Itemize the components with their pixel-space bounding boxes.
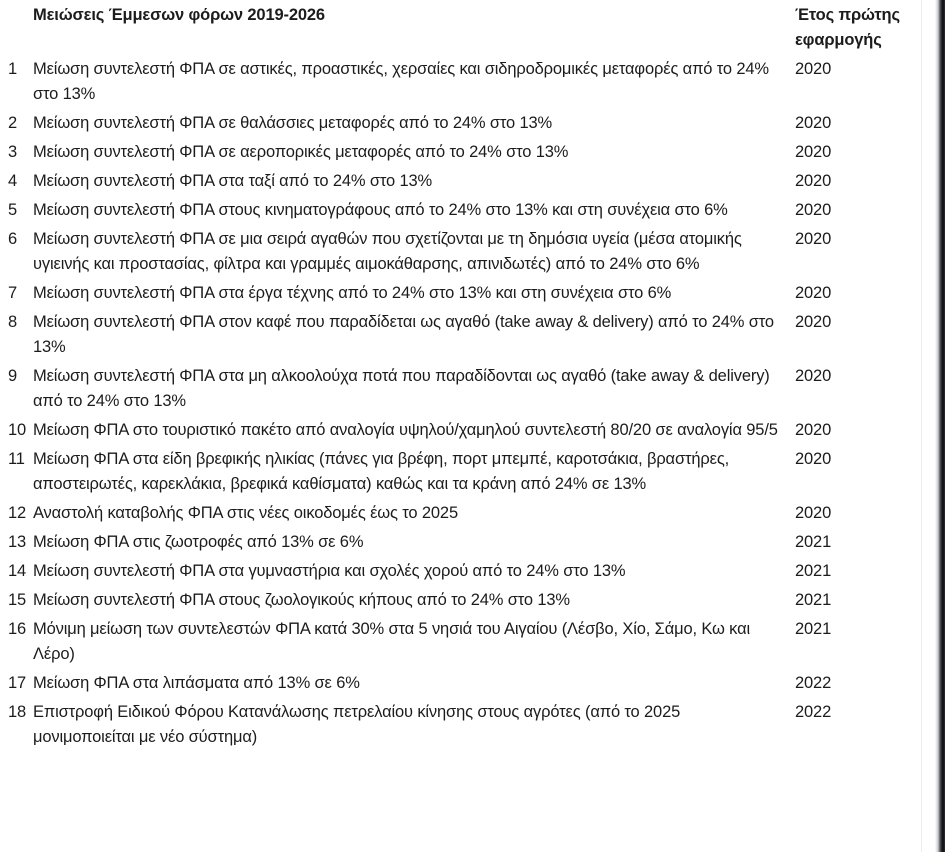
table-row <box>5 501 905 530</box>
row-year: 2020 <box>795 60 832 78</box>
row-description: Μείωση συντελεστή ΦΠΑ στα έργα τέχνης από το 24% στο 13% και στη συνέχεια στο 6% <box>33 284 672 302</box>
row-description: Μείωση συντελεστή ΦΠΑ στους κινηματογράφους από το 24% στο 13% και στη συνέχεια στο 6% <box>33 201 728 219</box>
table-row <box>5 447 905 501</box>
row-number: 5 <box>8 201 18 219</box>
row-year: 2020 <box>795 143 832 161</box>
table-header-row <box>5 0 905 57</box>
table-row <box>5 111 905 140</box>
row-description: Μείωση ΦΠΑ στα λιπάσματα από 13% σε 6% <box>33 674 360 692</box>
row-year: 2021 <box>795 620 832 638</box>
row-year: 2020 <box>795 450 832 468</box>
row-description: Μείωση ΦΠΑ στο τουριστικό πακέτο από αναλογία υψηλού/χαμηλού συντελεστή 80/20 σε αναλογία 95/5 <box>33 421 778 439</box>
table-row <box>5 700 905 754</box>
row-number: 18 <box>8 703 27 721</box>
row-year: 2020 <box>795 114 832 132</box>
row-year: 2020 <box>795 421 832 439</box>
table-row <box>5 530 905 559</box>
table-row <box>5 617 905 671</box>
row-number: 8 <box>8 313 18 331</box>
row-description: Μείωση συντελεστή ΦΠΑ στους ζωολογικούς κήπους από το 24% στο 13% <box>33 591 570 609</box>
row-year: 2021 <box>795 533 832 551</box>
row-description: Μείωση συντελεστή ΦΠΑ στα μη αλκοολούχα ποτά που παραδίδονται ως αγαθό (take away & delivery) από το 24% στο 13% <box>33 367 770 410</box>
row-description: Μείωση συντελεστή ΦΠΑ σε αστικές, προαστικές, χερσαίες και σιδηροδρομικές μεταφορές από το 24% στο 13% <box>33 60 769 103</box>
row-number: 3 <box>8 143 18 161</box>
row-year: 2020 <box>795 284 832 302</box>
row-description: Αναστολή καταβολής ΦΠΑ στις νέες οικοδομές έως το 2025 <box>33 504 458 522</box>
row-number: 16 <box>8 620 27 638</box>
table-row <box>5 588 905 617</box>
row-number: 11 <box>8 450 25 468</box>
row-number: 1 <box>8 60 18 78</box>
row-description: Μόνιμη μείωση των συντελεστών ΦΠΑ κατά 30% στα 5 νησιά του Αιγαίου (Λέσβο, Χίο, Σάμο, Κω και Λέρο) <box>33 620 750 663</box>
row-description: Μείωση ΦΠΑ στα είδη βρεφικής ηλικίας (πάνες για βρέφη, πορτ μπεμπέ, καροτσάκια, βραστήρες, αποστειρωτές, καρεκλάκια, βρεφικά καθίσματα) καθώς και τα κράνη από 24% σε 13% <box>33 450 730 493</box>
row-number: 15 <box>8 591 27 609</box>
row-description: Επιστροφή Ειδικού Φόρου Κατανάλωσης πετρελαίου κίνησης στους αγρότες (από το 2025 μονιμοποιείται με νέο σύστημα) <box>33 703 681 746</box>
row-number: 10 <box>8 421 27 439</box>
row-description: Μείωση συντελεστή ΦΠΑ σε αεροπορικές μεταφορές από το 24% στο 13% <box>33 143 569 161</box>
row-number: 7 <box>8 284 18 302</box>
row-description: Μείωση συντελεστή ΦΠΑ σε θαλάσσιες μεταφορές από το 24% στο 13% <box>33 114 553 132</box>
table-row <box>5 310 905 364</box>
row-number: 9 <box>8 367 18 385</box>
table-title: Μειώσεις Έμμεσων φόρων 2019-2026 <box>33 6 325 24</box>
row-description: Μείωση συντελεστή ΦΠΑ στα γυμναστήρια και σχολές χορού από το 24% στο 13% <box>33 562 626 580</box>
row-year: 2021 <box>795 562 832 580</box>
row-number: 2 <box>8 114 18 132</box>
row-year: 2022 <box>795 703 832 721</box>
row-year: 2021 <box>795 591 832 609</box>
row-description: Μείωση συντελεστή ΦΠΑ στον καφέ που παραδίδεται ως αγαθό (take away & delivery) από το 24% στο 13% <box>33 313 774 356</box>
table-row <box>5 671 905 700</box>
table-row <box>5 198 905 227</box>
table-row <box>5 169 905 198</box>
row-number: 17 <box>8 674 27 692</box>
table-row <box>5 364 905 418</box>
table-row <box>5 140 905 169</box>
row-year: 2020 <box>795 230 832 248</box>
row-description: Μείωση συντελεστή ΦΠΑ στα ταξί από το 24% στο 13% <box>33 172 433 190</box>
row-year: 2022 <box>795 674 832 692</box>
row-year: 2020 <box>795 172 832 190</box>
row-description: Μείωση ΦΠΑ στις ζωοτροφές από 13% σε 6% <box>33 533 364 551</box>
row-number: 4 <box>8 172 18 190</box>
year-column-header: Έτος πρώτης εφαρμογής <box>795 6 900 49</box>
row-year: 2020 <box>795 313 832 331</box>
column-divider-line <box>921 0 922 852</box>
table-row <box>5 281 905 310</box>
table-row <box>5 559 905 588</box>
row-year: 2020 <box>795 201 832 219</box>
row-year: 2020 <box>795 367 832 385</box>
row-number: 6 <box>8 230 18 248</box>
row-year: 2020 <box>795 504 832 522</box>
header-number-cell <box>5 0 33 57</box>
table-row <box>5 418 905 447</box>
row-number: 14 <box>8 562 27 580</box>
table-row <box>5 227 905 281</box>
table-row <box>5 57 905 111</box>
row-number: 12 <box>8 504 27 522</box>
tax-reductions-table <box>5 0 905 754</box>
window-right-edge <box>935 0 945 852</box>
row-description: Μείωση συντελεστή ΦΠΑ σε μια σειρά αγαθών που σχετίζονται με τη δημόσια υγεία (μέσα ατομικής υγιεινής και προστασίας, φίλτρα και γραμμές αιμοκάθαρσης, απινιδωτές) από το 24% στο 6% <box>33 230 742 273</box>
row-number: 13 <box>8 533 27 551</box>
